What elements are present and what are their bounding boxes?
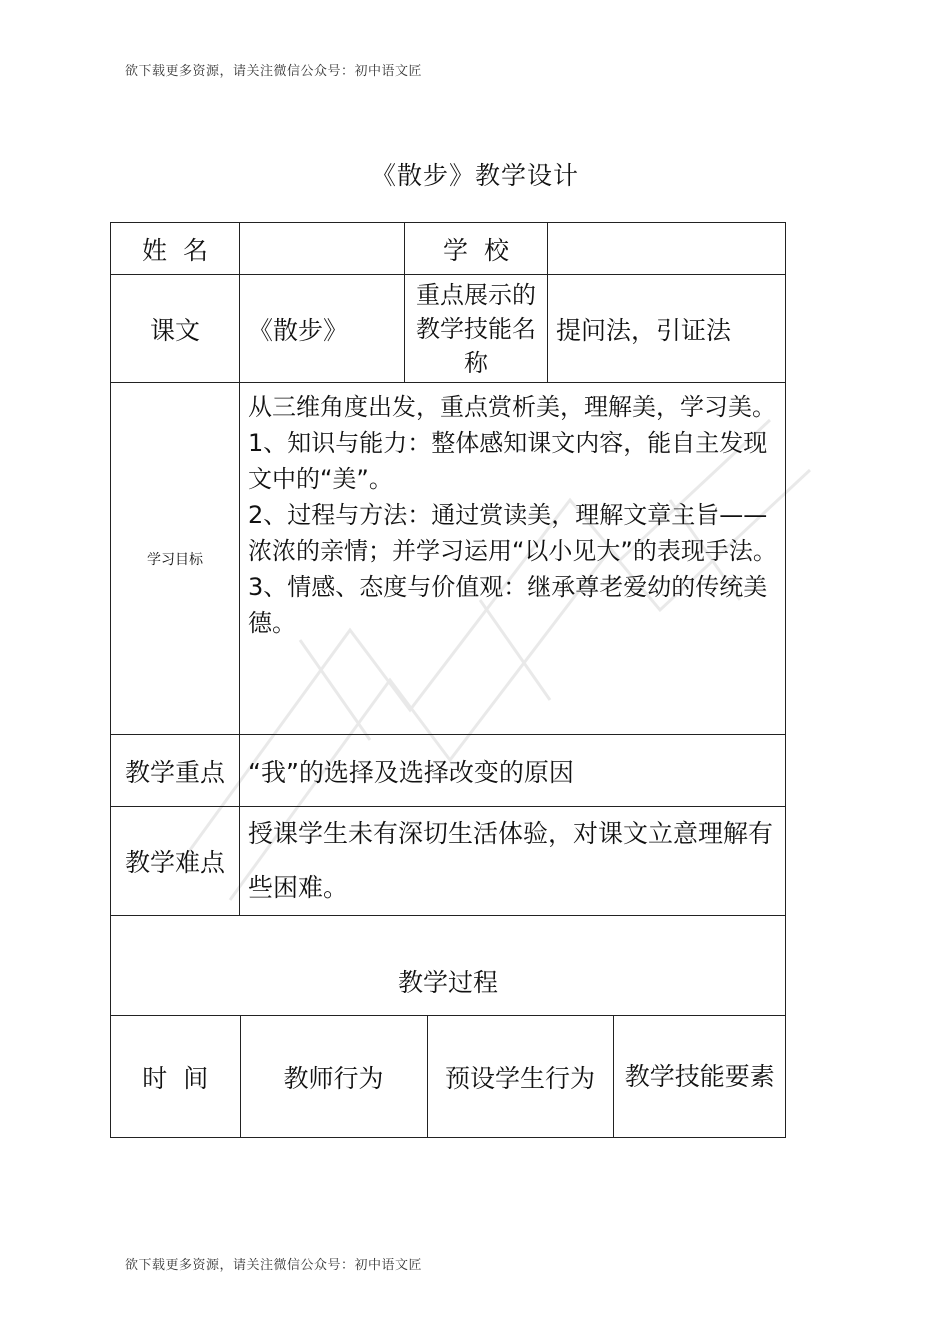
- process-col-student: 预设学生行为: [427, 1016, 613, 1137]
- process-heading: 教学过程: [111, 916, 786, 1016]
- lesson-plan-table: [110, 222, 786, 1138]
- objective-line: 从三维角度出发，重点赏析美，理解美，学习美。: [248, 393, 776, 421]
- objectives-label: 学习目标: [111, 383, 240, 735]
- objective-line: 3、情感、态度与价值观：继承尊老爱幼的传统美德。: [248, 573, 768, 637]
- process-col-time: 时 间: [142, 1063, 209, 1093]
- difficulty-label: 教学难点: [111, 807, 240, 916]
- header-note: 欲下载更多资源，请关注微信公众号：初中语文匠: [125, 64, 423, 79]
- document-title: 《散步》教学设计: [370, 161, 579, 190]
- school-value: [548, 223, 786, 275]
- process-col-teacher: 教师行为: [240, 1016, 427, 1137]
- text-label: 课文: [111, 275, 240, 383]
- text-value: 《散步》: [240, 275, 405, 383]
- objective-line: 2、过程与方法：通过赏读美，理解文章主旨——浓浓的亲情；并学习运用“以小见大”的表现手法。: [248, 501, 777, 565]
- process-columns: [111, 1016, 786, 1137]
- footer-note: 欲下载更多资源，请关注微信公众号：初中语文匠: [125, 1258, 423, 1273]
- skill-value: 提问法，引证法: [548, 275, 786, 383]
- objective-line: 1、知识与能力：整体感知课文内容，能自主发现文中的“美”。: [248, 429, 768, 493]
- name-value: [240, 223, 405, 275]
- difficulty-value: 授课学生未有深切生活体验，对课文立意理解有些困难。: [240, 807, 786, 916]
- key-point-label: 教学重点: [111, 735, 240, 807]
- process-col-skill: 教学技能要素: [613, 1016, 786, 1137]
- objectives-content: [240, 383, 786, 735]
- school-label: 学 校: [405, 223, 548, 275]
- key-point-value: “我”的选择及选择改变的原因: [240, 735, 786, 807]
- name-label: 姓 名: [111, 223, 240, 275]
- skill-label: 重点展示的教学技能名称: [405, 275, 548, 383]
